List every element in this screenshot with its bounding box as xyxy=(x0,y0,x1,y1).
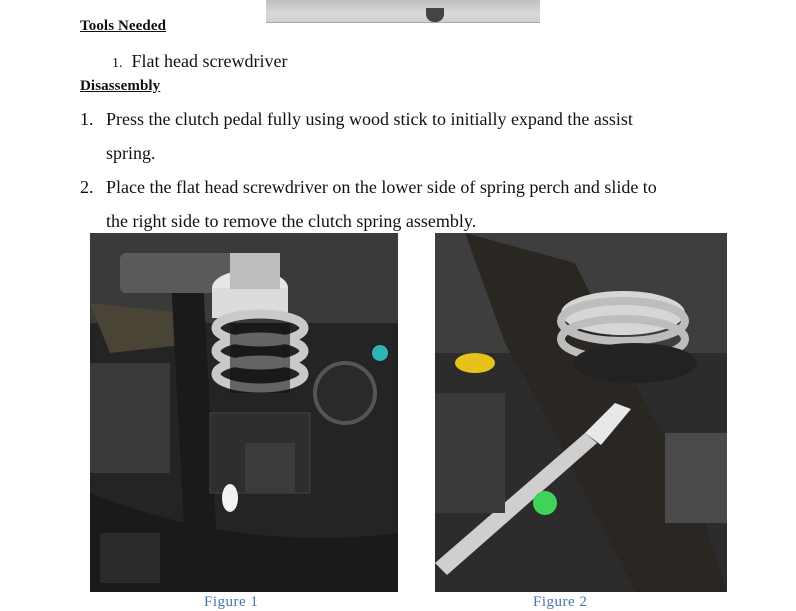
tool-item-number: 1. xyxy=(112,56,123,71)
disassembly-step-2 xyxy=(80,170,720,238)
tool-item-text: Flat head screwdriver xyxy=(131,51,288,71)
disassembly-step-1 xyxy=(80,102,720,170)
step-text-line2: the right side to remove the clutch spring assembly. xyxy=(106,211,477,231)
step-number: 2. xyxy=(80,177,94,197)
top-photo-fragment xyxy=(266,0,540,23)
step-text-line2: spring. xyxy=(106,143,156,163)
tools-needed-heading: Tools Needed xyxy=(80,18,167,34)
disassembly-heading: Disassembly xyxy=(80,78,161,94)
figure-2-caption: Figure 2 xyxy=(533,594,588,610)
tool-list-item xyxy=(112,51,287,72)
step-number: 1. xyxy=(80,109,94,129)
step-text-line1: Place the flat head screwdriver on the lower side of spring perch and slide to xyxy=(106,177,657,197)
figure-1-caption: Figure 1 xyxy=(204,594,259,610)
step-text-line1: Press the clutch pedal fully using wood stick to initially expand the assist xyxy=(106,109,633,129)
figure-1-photo xyxy=(90,233,398,592)
screwdriver-spring-illustration xyxy=(435,233,727,592)
clutch-spring-illustration xyxy=(90,233,398,592)
figure-2-photo xyxy=(435,233,727,592)
